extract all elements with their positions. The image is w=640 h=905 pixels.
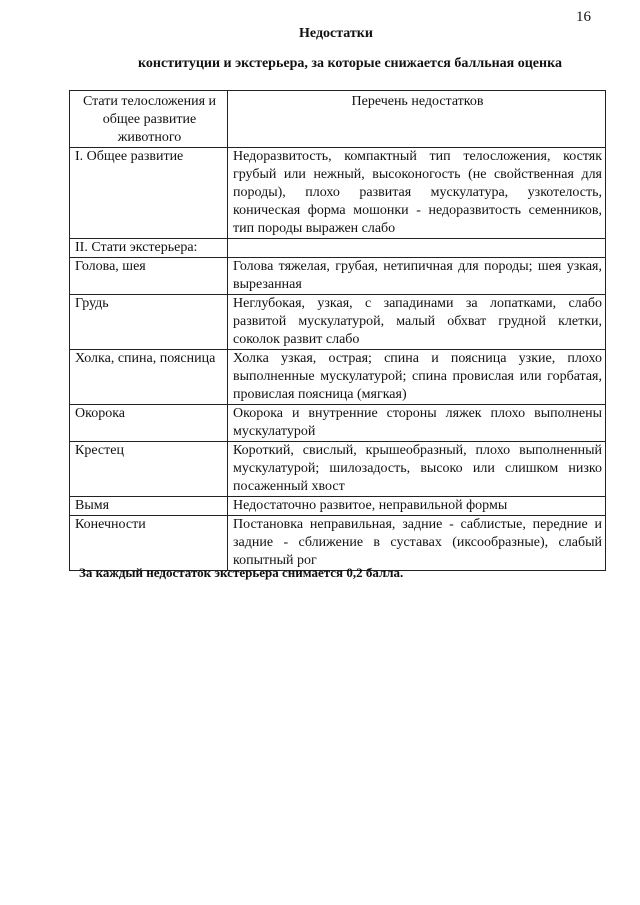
stat-cell: Вымя — [70, 497, 228, 516]
stat-cell: Конечности — [70, 516, 228, 571]
stat-cell: Холка, спина, поясница — [70, 350, 228, 405]
table-row — [70, 497, 606, 516]
table-row — [70, 148, 606, 239]
defects-cell: Недоразвитость, компактный тип телосложения, костяк грубый или нежный, высоконогость (не свойственная для породы), плохо развитая мускулатура, узкотелость, коническая форма мошонки - недоразвитость семенников, тип породы выражен слабо — [228, 148, 606, 239]
table-row — [70, 405, 606, 442]
defects-table — [69, 90, 606, 571]
document-title: Недостатки — [299, 26, 373, 41]
table-row — [70, 239, 606, 258]
table-row — [70, 295, 606, 350]
table-row — [70, 350, 606, 405]
page-number: 16 — [576, 9, 591, 25]
footer-note: За каждый недостаток экстерьера снимается 0,2 балла. — [79, 565, 404, 580]
table-row — [70, 516, 606, 571]
defects-cell: Недостаточно развитое, неправильной формы — [228, 497, 606, 516]
defects-cell — [228, 239, 606, 258]
header-defects: Перечень недостатков — [228, 91, 606, 148]
stat-cell: II. Стати экстерьера: — [70, 239, 228, 258]
defects-cell: Голова тяжелая, грубая, нетипичная для породы; шея узкая, вырезанная — [228, 258, 606, 295]
defects-cell: Неглубокая, узкая, с западинами за лопатками, слабо развитой мускулатурой, малый обхват грудной клетки, соколок развит слабо — [228, 295, 606, 350]
defects-cell: Окорока и внутренние стороны ляжек плохо выполнены мускулатурой — [228, 405, 606, 442]
stat-cell: Окорока — [70, 405, 228, 442]
stat-cell: I. Общее развитие — [70, 148, 228, 239]
stat-cell: Голова, шея — [70, 258, 228, 295]
table-row — [70, 258, 606, 295]
header-stat: Стати телосложения и общее развитие животного — [70, 91, 228, 148]
defects-cell: Постановка неправильная, задние - саблистые, передние и задние - сближение в суставах (иксообразные), слабый копытный рог — [228, 516, 606, 571]
stat-cell: Крестец — [70, 442, 228, 497]
stat-cell: Грудь — [70, 295, 228, 350]
document-subtitle: конституции и экстерьера, за которые снижается балльная оценка — [138, 56, 562, 71]
defects-cell: Короткий, свислый, крышеобразный, плохо выполненный мускулатурой; шилозадость, высоко или слишком низко посаженный хвост — [228, 442, 606, 497]
table-row — [70, 442, 606, 497]
defects-cell: Холка узкая, острая; спина и поясница узкие, плохо выполненные мускулатурой; спина провислая или горбатая, провислая поясница (мягкая) — [228, 350, 606, 405]
table-header-row — [70, 91, 606, 148]
